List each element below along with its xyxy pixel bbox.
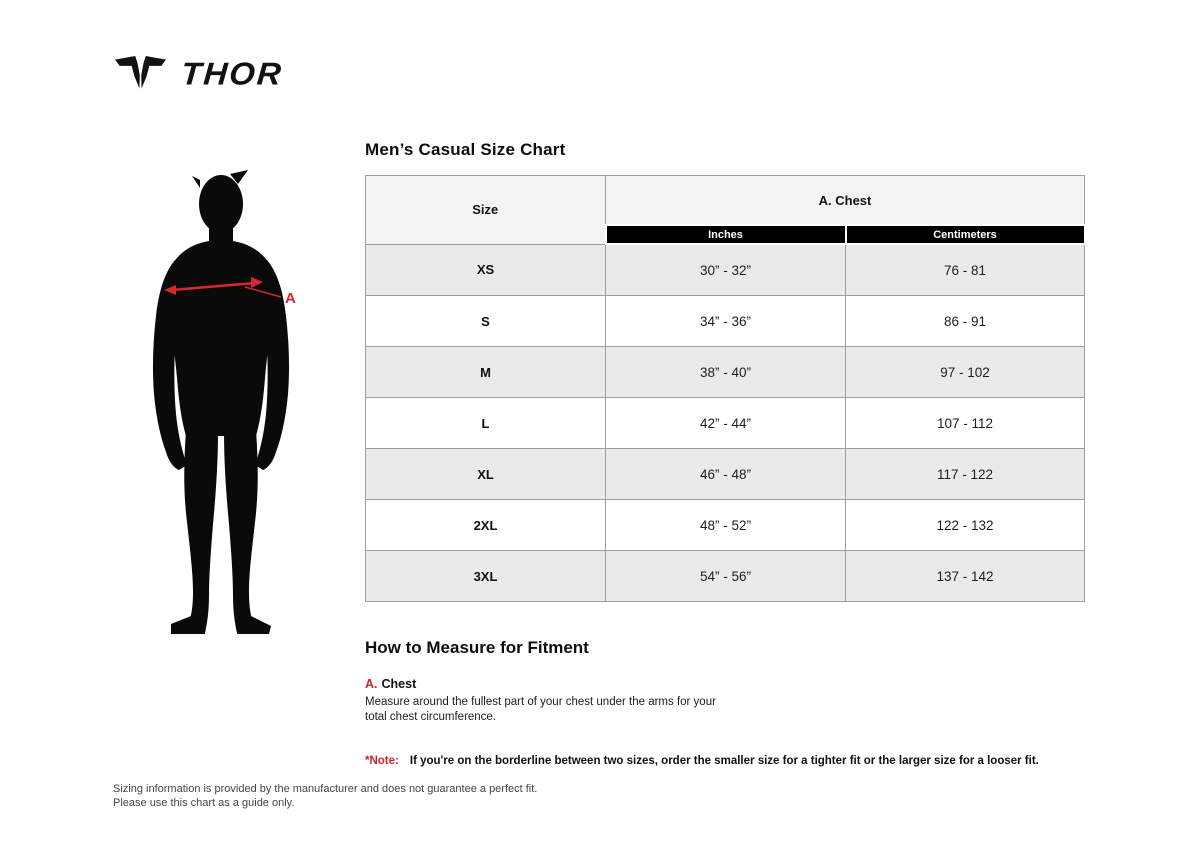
inches-cell: 34” - 36” [606, 296, 846, 347]
inches-cell: 48” - 52” [606, 500, 846, 551]
table-row [366, 244, 1085, 296]
male-silhouette-svg [148, 168, 350, 640]
footer-disclaimer [113, 782, 537, 810]
brand-logo [114, 54, 285, 92]
inches-cell: 42” - 44” [606, 398, 846, 449]
cm-cell: 86 - 91 [846, 296, 1085, 347]
table-row [366, 551, 1085, 602]
size-cell: 3XL [366, 551, 606, 602]
measurement-description: Measure around the fullest part of your chest under the arms for your total chest circumference. [365, 696, 716, 723]
how-to-measure-heading: How to Measure for Fitment [365, 638, 589, 657]
footer-line-1: Sizing information is provided by the manufacturer and does not guarantee a perfect fit. [113, 783, 538, 795]
centimeters-header: Centimeters [846, 225, 1085, 244]
thor-horns-icon [114, 54, 167, 92]
brand-wordmark: THOR [180, 55, 285, 92]
size-cell: XL [366, 449, 606, 500]
sizing-note [365, 755, 1084, 767]
inches-header: Inches [606, 225, 846, 244]
inches-cell: 46” - 48” [606, 449, 846, 500]
footer-line-2: Please use this chart as a guide only. [113, 797, 295, 809]
inches-cell: 38” - 40” [606, 347, 846, 398]
size-cell: S [366, 296, 606, 347]
size-chart-section [365, 140, 1084, 767]
cm-cell: 97 - 102 [846, 347, 1085, 398]
measurement-key: A. [365, 677, 378, 691]
inches-cell: 30” - 32” [606, 244, 846, 296]
cm-cell: 137 - 142 [846, 551, 1085, 602]
size-chart-table [365, 175, 1086, 602]
size-cell: XS [366, 244, 606, 296]
note-label: *Note: [365, 755, 399, 767]
table-row [366, 347, 1085, 398]
size-cell: 2XL [366, 500, 606, 551]
cm-cell: 107 - 112 [846, 398, 1085, 449]
table-row [366, 296, 1085, 347]
page-title: Men’s Casual Size Chart [365, 140, 566, 159]
chest-group-header: A. Chest [606, 176, 1085, 226]
measurement-title [365, 677, 1084, 691]
chest-marker-label: A [285, 290, 296, 307]
male-silhouette-figure [148, 168, 350, 640]
table-row [366, 500, 1085, 551]
inches-cell: 54” - 56” [606, 551, 846, 602]
header-row [366, 176, 1085, 226]
measurement-name: Chest [381, 677, 417, 691]
measurement-item-chest [365, 677, 1084, 725]
table-row [366, 398, 1085, 449]
size-cell: M [366, 347, 606, 398]
note-text: If you're on the borderline between two sizes, order the smaller size for a tighter fit or the larger size for a looser fit. [409, 755, 1039, 767]
size-cell: L [366, 398, 606, 449]
cm-cell: 117 - 122 [846, 449, 1085, 500]
cm-cell: 122 - 132 [846, 500, 1085, 551]
table-row [366, 449, 1085, 500]
cm-cell: 76 - 81 [846, 244, 1085, 296]
size-column-header: Size [366, 176, 606, 245]
